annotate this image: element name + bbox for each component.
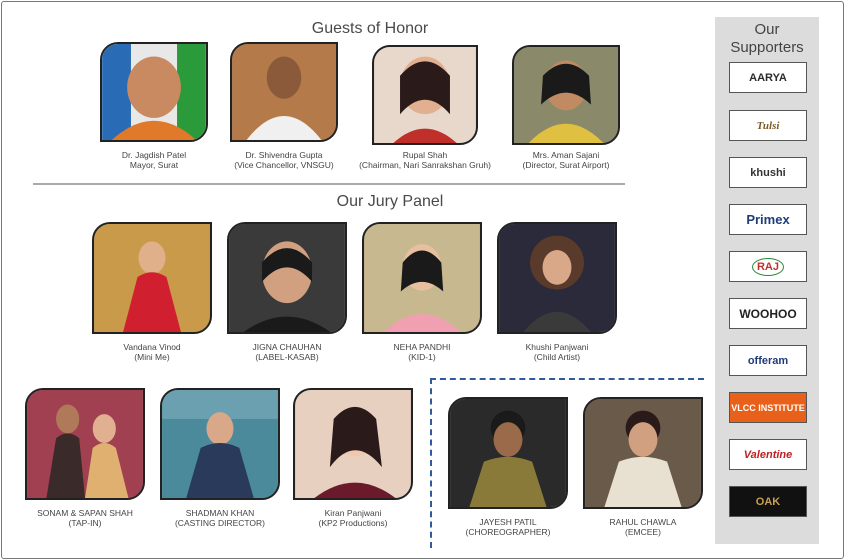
- jury-caption-3: NEHA PANDHI (KID-1): [393, 342, 451, 362]
- supporter-logo-raj: RAJ: [729, 251, 807, 282]
- jury-caption-1: Vandana Vinod (Mini Me): [123, 342, 181, 362]
- supporter-logo-aarya: AARYA: [729, 62, 807, 93]
- jury-caption-9: RAHUL CHAWLA (EMCEE): [609, 517, 677, 537]
- jury-photo-2: [227, 222, 347, 334]
- jury-photo-1: [92, 222, 212, 334]
- supporter-logo-offeram: offeram: [729, 345, 807, 376]
- jury-photo-7: [293, 388, 413, 500]
- supporter-logo-oak: OAK: [729, 486, 807, 517]
- guest-photo-1: [100, 42, 208, 142]
- jury-caption-6: SHADMAN KHAN (CASTING DIRECTOR): [174, 508, 266, 528]
- guest-caption-4: Mrs. Aman Sajani (Director, Surat Airport): [522, 150, 610, 170]
- guest-photo-4: [512, 45, 620, 145]
- supporter-logo-vlcc: VLCC INSTITUTE: [729, 392, 807, 423]
- guest-caption-3: Rupal Shah (Chairman, Nari Sanrakshan Gruh): [359, 150, 491, 170]
- supporter-logo-valentine: Valentine: [729, 439, 807, 470]
- supporters-sidebar: [715, 17, 819, 544]
- supporter-logo-tulsi: Tulsi: [729, 110, 807, 141]
- jury-photo-4: [497, 222, 617, 334]
- dashed-border-top: [430, 378, 704, 380]
- jury-caption-8: JAYESH PATIL (CHOREOGRAPHER): [465, 517, 551, 537]
- guests-title: Guests of Honor: [311, 20, 429, 37]
- jury-photo-9: [583, 397, 703, 509]
- supporter-logo-woohoo: WOOHOO: [729, 298, 807, 329]
- jury-caption-4: Khushi Panjwani (Child Artist): [525, 342, 589, 362]
- section-divider: [33, 183, 625, 185]
- guest-caption-2: Dr. Shivendra Gupta (Vice Chancellor, VNSGU): [234, 150, 334, 170]
- jury-caption-7: Kiran Panjwani (KP2 Productions): [318, 508, 388, 528]
- guest-photo-2: [230, 42, 338, 142]
- supporters-title: Our Supporters: [730, 21, 804, 56]
- jury-photo-5: [25, 388, 145, 500]
- jury-photo-6: [160, 388, 280, 500]
- supporter-logo-khushi: khushi: [729, 157, 807, 188]
- jury-title: Our Jury Panel: [336, 193, 444, 210]
- jury-caption-5: SONAM & SAPAN SHAH (TAP-IN): [37, 508, 133, 528]
- guest-photo-3: [372, 45, 478, 145]
- guest-caption-1: Dr. Jagdish Patel Mayor, Surat: [121, 150, 187, 170]
- dashed-border-left: [430, 378, 432, 548]
- jury-photo-3: [362, 222, 482, 334]
- jury-photo-8: [448, 397, 568, 509]
- supporter-logo-primex: Primex: [729, 204, 807, 235]
- jury-caption-2: JIGNA CHAUHAN (LABEL-KASAB): [252, 342, 322, 362]
